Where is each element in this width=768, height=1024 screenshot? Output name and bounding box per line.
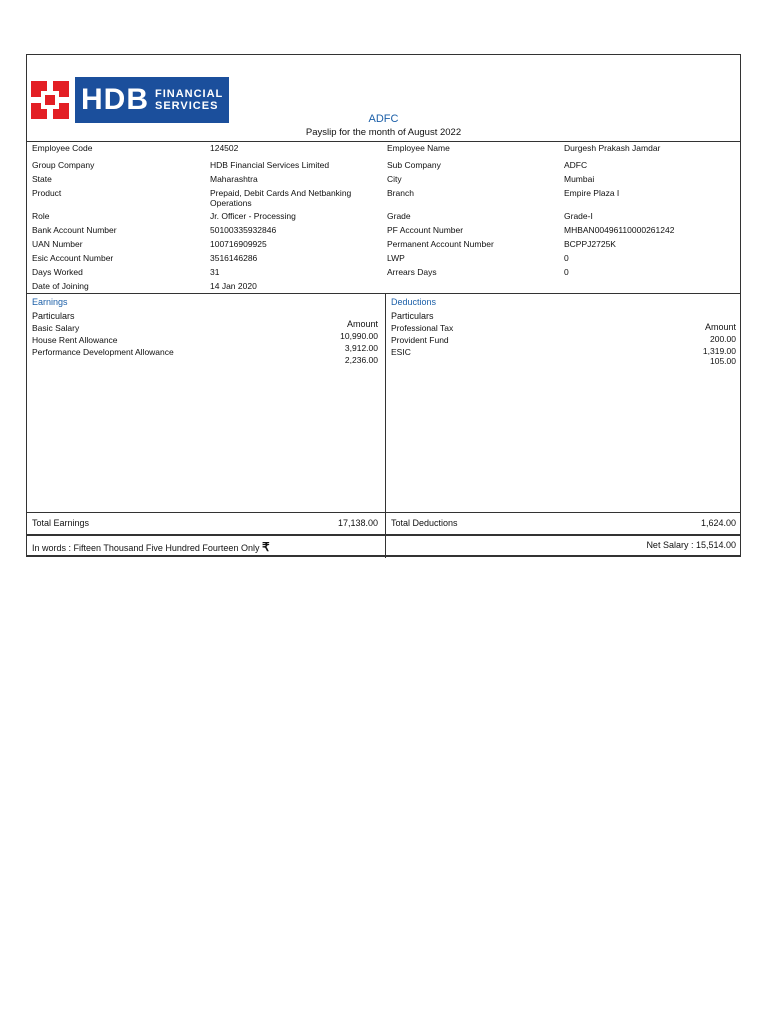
field-value: BCPPJ2725K bbox=[564, 239, 616, 249]
payslip-title: Payslip for the month of August 2022 bbox=[305, 127, 462, 138]
field-label: LWP bbox=[387, 253, 405, 263]
bottom-divider bbox=[27, 555, 740, 557]
amount-in-words: In words : Fifteen Thousand Five Hundred Fourteen Only ₹ bbox=[32, 540, 270, 554]
logo-sub2: SERVICES bbox=[155, 100, 219, 112]
deductions-amount-header: Amount bbox=[704, 322, 736, 332]
earnings-amount-header: Amount bbox=[346, 319, 378, 329]
earning-value: 2,236.00 bbox=[344, 355, 378, 365]
field-label: Arrears Days bbox=[387, 267, 437, 277]
field-value: Jr. Officer - Processing bbox=[210, 211, 296, 221]
logo-sub1: FINANCIAL bbox=[155, 88, 224, 100]
total-deductions-label: Total Deductions bbox=[391, 518, 458, 528]
field-label: Bank Account Number bbox=[32, 225, 117, 235]
field-label: Sub Company bbox=[387, 160, 441, 170]
field-value: Maharashtra bbox=[210, 174, 258, 184]
field-value: 124502 bbox=[210, 143, 239, 153]
total-deductions-value: 1,624.00 bbox=[700, 518, 736, 528]
field-label: PF Account Number bbox=[387, 225, 464, 235]
logo-text: HDB bbox=[81, 83, 149, 116]
payslip-sheet bbox=[26, 54, 741, 557]
field-label: City bbox=[387, 174, 402, 184]
earning-item: Basic Salary bbox=[32, 323, 80, 333]
field-value-cont: Operations bbox=[210, 198, 252, 208]
field-label: Product bbox=[32, 188, 62, 198]
field-value: Empire Plaza I bbox=[564, 188, 620, 198]
earning-item: House Rent Allowance bbox=[32, 335, 118, 345]
deduction-value: 1,319.00 bbox=[702, 346, 736, 356]
field-label: UAN Number bbox=[32, 239, 83, 249]
field-value: Mumbai bbox=[564, 174, 595, 184]
field-label: Permanent Account Number bbox=[387, 239, 494, 249]
company-name: ADFC bbox=[368, 113, 399, 125]
earning-value: 3,912.00 bbox=[344, 343, 378, 353]
earnings-heading: Earnings bbox=[32, 297, 68, 307]
deduction-item: Provident Fund bbox=[391, 335, 449, 345]
rupee-icon: ₹ bbox=[261, 540, 270, 554]
deductions-particulars: Particulars bbox=[391, 311, 434, 321]
total-earnings-value: 17,138.00 bbox=[337, 518, 378, 528]
earning-item: Performance Development Allowance bbox=[32, 347, 174, 357]
deduction-item: ESIC bbox=[391, 347, 411, 357]
field-value: MHBAN00496110000261242 bbox=[564, 225, 675, 235]
field-label: Employee Code bbox=[32, 143, 93, 153]
total-earnings-label: Total Earnings bbox=[32, 518, 90, 528]
totals-divider bbox=[27, 512, 740, 513]
field-value: ADFC bbox=[564, 160, 588, 170]
field-value: HDB Financial Services Limited bbox=[210, 160, 330, 170]
field-label: Days Worked bbox=[32, 267, 83, 277]
field-label: Branch bbox=[387, 188, 414, 198]
footer-divider bbox=[27, 534, 740, 536]
field-value: Prepaid, Debit Cards And Netbanking bbox=[210, 188, 352, 198]
field-value: 50100335932846 bbox=[210, 225, 277, 235]
field-label: Date of Joining bbox=[32, 281, 89, 291]
field-value: 0 bbox=[564, 253, 569, 263]
employee-info bbox=[27, 141, 740, 142]
field-value: Grade-I bbox=[564, 211, 593, 221]
earning-value: 10,990.00 bbox=[340, 331, 378, 341]
deductions-heading: Deductions bbox=[391, 297, 437, 307]
field-value: 14 Jan 2020 bbox=[210, 281, 257, 291]
field-label: State bbox=[32, 174, 52, 184]
field-label: Esic Account Number bbox=[32, 253, 114, 263]
field-value: 31 bbox=[210, 267, 220, 277]
field-value: 3516146286 bbox=[210, 253, 258, 263]
field-label: Grade bbox=[387, 211, 411, 221]
field-label: Group Company bbox=[32, 160, 95, 170]
column-divider bbox=[385, 293, 386, 558]
deduction-item: Professional Tax bbox=[391, 323, 454, 333]
net-salary: Net Salary : 15,514.00 bbox=[646, 540, 736, 550]
deduction-value: 200.00 bbox=[710, 334, 736, 344]
field-value: Durgesh Prakash Jamdar bbox=[564, 143, 661, 153]
section-divider bbox=[27, 293, 740, 294]
field-label: Role bbox=[32, 211, 50, 221]
earnings-particulars: Particulars bbox=[32, 311, 75, 321]
field-label: Employee Name bbox=[387, 143, 450, 153]
field-value: 100716909925 bbox=[210, 239, 267, 249]
field-value: 0 bbox=[564, 267, 569, 277]
deduction-value: 105.00 bbox=[710, 356, 736, 366]
